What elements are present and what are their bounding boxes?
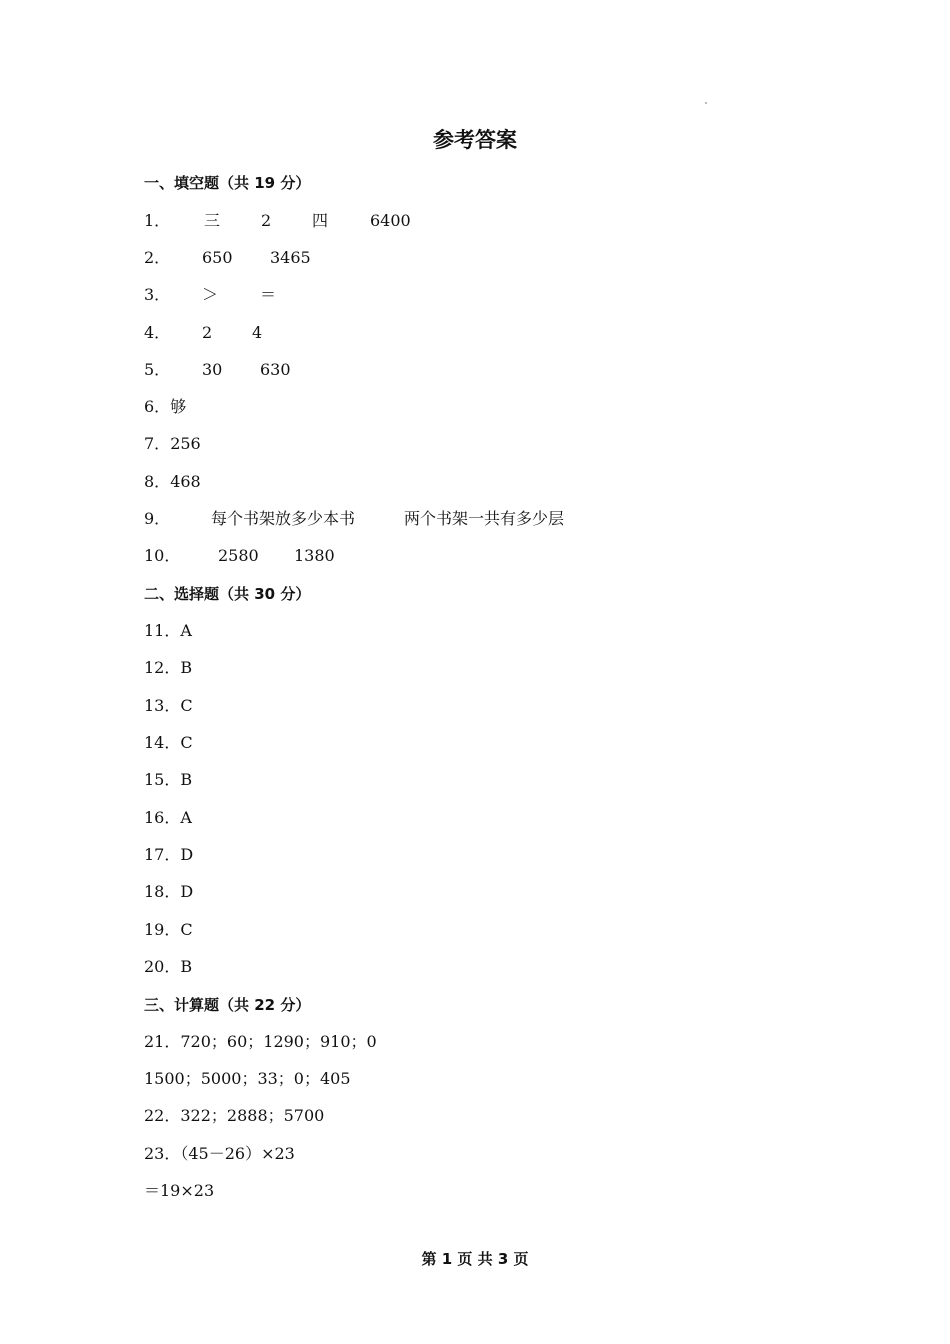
fill-item <box>144 395 186 419</box>
fill-item <box>144 432 201 456</box>
choice-item <box>144 955 192 979</box>
answer: 650 <box>202 248 233 267</box>
item-number: 17． <box>144 845 181 864</box>
choice-item <box>144 880 193 904</box>
answer: B <box>180 957 193 976</box>
item-number: 6． <box>144 397 171 416</box>
item-number: 14． <box>144 733 181 752</box>
fill-item <box>144 544 335 568</box>
item-number: 1． <box>144 211 171 230</box>
item-number: 13． <box>144 696 181 715</box>
calc-line: 23．（45－26）×23 <box>144 1144 295 1163</box>
fill-item <box>144 283 277 307</box>
item-number: 5． <box>144 360 171 379</box>
item-number: 3． <box>144 285 171 304</box>
item-number: 10． <box>144 546 181 565</box>
answer: ＝ <box>260 285 277 304</box>
answer: D <box>180 882 194 901</box>
choice-item <box>144 768 192 792</box>
answer: D <box>180 845 194 864</box>
choice-item <box>144 619 192 643</box>
answer: 630 <box>260 360 291 379</box>
page-footer: 第 1 页 共 3 页 <box>421 1250 529 1268</box>
calc-line: ＝19×23 <box>144 1181 215 1200</box>
item-number: 16． <box>144 808 181 827</box>
item-number: 19． <box>144 920 181 939</box>
answer: A <box>180 621 192 640</box>
choice-item <box>144 656 192 680</box>
fill-item <box>144 246 311 270</box>
choice-item <box>144 918 193 942</box>
item-number: 4． <box>144 323 171 342</box>
item-number: 11． <box>144 621 181 640</box>
answer: 6400 <box>370 211 411 230</box>
answer: 两个书架一共有多少层 <box>404 509 565 528</box>
item-number: 9． <box>144 509 171 528</box>
answer: 每个书架放多少本书 <box>211 509 356 528</box>
fill-item <box>144 470 201 494</box>
calc-line: 22．322；2888；5700 <box>144 1106 325 1125</box>
page-title: 参考答案 <box>433 128 517 152</box>
item-number: 15． <box>144 770 181 789</box>
choice-item <box>144 694 193 718</box>
choice-item <box>144 843 193 867</box>
answer: C <box>180 696 193 715</box>
scan-speck <box>705 102 707 104</box>
answer: 4 <box>252 323 263 342</box>
item-number: 12． <box>144 658 181 677</box>
answer: 468 <box>170 472 201 491</box>
section-heading-calc: 三、计算题（共 22 分） <box>144 996 311 1014</box>
answer: 2580 <box>218 546 259 565</box>
section-heading-choice: 二、选择题（共 30 分） <box>144 585 311 603</box>
item-number: 18． <box>144 882 181 901</box>
choice-item <box>144 731 193 755</box>
answer: ＞ <box>202 285 219 304</box>
answer: 够 <box>170 397 187 416</box>
calc-line: 1500；5000；33；0；405 <box>144 1069 351 1088</box>
answer: C <box>180 920 193 939</box>
answer: C <box>180 733 193 752</box>
fill-item <box>144 358 291 382</box>
answer: 三 <box>204 211 221 230</box>
answer: B <box>180 770 193 789</box>
fill-item <box>144 507 565 531</box>
choice-item <box>144 806 192 830</box>
answer: A <box>180 808 192 827</box>
answer: 2 <box>261 211 272 230</box>
item-number: 8． <box>144 472 171 491</box>
item-number: 20． <box>144 957 181 976</box>
answer: B <box>180 658 193 677</box>
item-number: 7． <box>144 434 171 453</box>
section-heading-fill: 一、填空题（共 19 分） <box>144 174 311 192</box>
item-number: 2． <box>144 248 171 267</box>
fill-item <box>144 209 411 233</box>
answer: 3465 <box>270 248 311 267</box>
calc-line: 21．720；60；1290；910；0 <box>144 1032 377 1051</box>
answer: 30 <box>202 360 223 379</box>
fill-item <box>144 321 263 345</box>
answer: 2 <box>202 323 213 342</box>
answer: 四 <box>312 211 329 230</box>
answer: 256 <box>170 434 201 453</box>
answer: 1380 <box>294 546 335 565</box>
